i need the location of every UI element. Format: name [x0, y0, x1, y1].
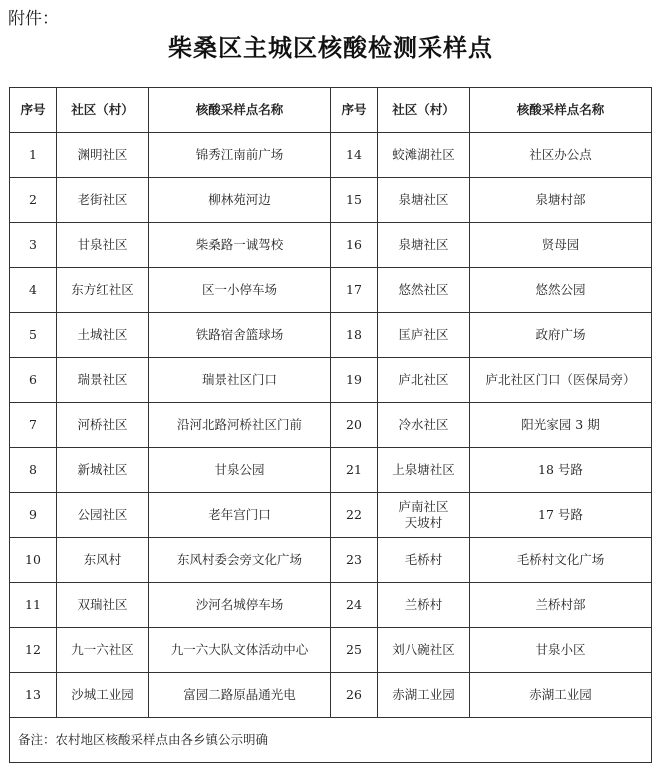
sampling-site-left: 东风村委会旁文化广场 [149, 538, 331, 583]
sampling-site-right: 阳光家园 3 期 [470, 403, 652, 448]
table-row [10, 178, 652, 223]
row-number-right: 26 [331, 673, 378, 718]
row-number-left: 8 [10, 448, 57, 493]
column-header-site-left: 核酸采样点名称 [149, 88, 331, 133]
row-number-left: 10 [10, 538, 57, 583]
table-row [10, 268, 652, 313]
sampling-site-right: 17 号路 [470, 493, 652, 538]
row-number-left: 1 [10, 133, 57, 178]
sampling-site-right: 社区办公点 [470, 133, 652, 178]
sampling-site-right: 悠然公园 [470, 268, 652, 313]
table-row [10, 628, 652, 673]
row-number-right: 15 [331, 178, 378, 223]
row-number-right: 17 [331, 268, 378, 313]
sampling-site-right: 赤湖工业园 [470, 673, 652, 718]
sampling-site-left: 富园二路原晶通光电 [149, 673, 331, 718]
row-number-right: 22 [331, 493, 378, 538]
table-note: 备注：农村地区核酸采样点由各乡镇公示明确 [10, 718, 652, 763]
sampling-site-right: 政府广场 [470, 313, 652, 358]
community-left: 瑞景社区 [57, 358, 149, 403]
row-number-left: 9 [10, 493, 57, 538]
row-number-right: 19 [331, 358, 378, 403]
table-row [10, 313, 652, 358]
row-number-left: 7 [10, 403, 57, 448]
community-right: 泉塘社区 [378, 178, 470, 223]
sampling-site-right: 泉塘村部 [470, 178, 652, 223]
table-row [10, 538, 652, 583]
sampling-site-left: 柴桑路一诚驾校 [149, 223, 331, 268]
column-header-no-right: 序号 [331, 88, 378, 133]
community-left: 河桥社区 [57, 403, 149, 448]
community-right: 匡庐社区 [378, 313, 470, 358]
community-left: 渊明社区 [57, 133, 149, 178]
column-header-community-right: 社区（村） [378, 88, 470, 133]
community-left: 老街社区 [57, 178, 149, 223]
row-number-right: 14 [331, 133, 378, 178]
table-row [10, 403, 652, 448]
row-number-right: 25 [331, 628, 378, 673]
community-right: 赤湖工业园 [378, 673, 470, 718]
page-title: 柴桑区主城区核酸检测采样点 [168, 33, 493, 62]
table-row [10, 583, 652, 628]
community-right: 庐北社区 [378, 358, 470, 403]
sampling-site-left: 甘泉公园 [149, 448, 331, 493]
column-header-no-left: 序号 [10, 88, 57, 133]
table-row [10, 223, 652, 268]
sampling-site-left: 柳林苑河边 [149, 178, 331, 223]
community-right: 冷水社区 [378, 403, 470, 448]
table-row [10, 493, 652, 538]
sampling-site-left: 瑞景社区门口 [149, 358, 331, 403]
row-number-right: 16 [331, 223, 378, 268]
sampling-site-left: 锦秀江南前广场 [149, 133, 331, 178]
row-number-left: 4 [10, 268, 57, 313]
row-number-left: 6 [10, 358, 57, 403]
community-left: 新城社区 [57, 448, 149, 493]
row-number-right: 23 [331, 538, 378, 583]
community-right [378, 493, 470, 538]
row-number-left: 12 [10, 628, 57, 673]
sampling-sites-table [9, 87, 652, 763]
community-left: 土城社区 [57, 313, 149, 358]
community-left: 东方红社区 [57, 268, 149, 313]
community-left: 甘泉社区 [57, 223, 149, 268]
sampling-site-right: 庐北社区门口（医保局旁） [470, 358, 652, 403]
sampling-site-right: 甘泉小区 [470, 628, 652, 673]
community-right: 刘八碗社区 [378, 628, 470, 673]
row-number-right: 18 [331, 313, 378, 358]
table-header-row [10, 88, 652, 133]
sampling-site-left: 区一小停车场 [149, 268, 331, 313]
sampling-site-left: 老年宫门口 [149, 493, 331, 538]
column-header-site-right: 核酸采样点名称 [470, 88, 652, 133]
community-left: 东风村 [57, 538, 149, 583]
community-right: 上泉塘社区 [378, 448, 470, 493]
row-number-right: 24 [331, 583, 378, 628]
community-right: 泉塘社区 [378, 223, 470, 268]
table-row [10, 673, 652, 718]
sampling-site-left: 铁路宿舍篮球场 [149, 313, 331, 358]
community-right: 毛桥村 [378, 538, 470, 583]
table-row [10, 448, 652, 493]
community-right: 蛟滩湖社区 [378, 133, 470, 178]
row-number-left: 5 [10, 313, 57, 358]
sampling-site-right: 毛桥村文化广场 [470, 538, 652, 583]
row-number-left: 2 [10, 178, 57, 223]
community-right: 兰桥村 [378, 583, 470, 628]
row-number-left: 13 [10, 673, 57, 718]
community-right-line1: 庐南社区 [398, 499, 449, 514]
table-row [10, 358, 652, 403]
sampling-site-right: 贤母园 [470, 223, 652, 268]
community-right: 悠然社区 [378, 268, 470, 313]
sampling-site-right: 18 号路 [470, 448, 652, 493]
sampling-site-left: 沿河北路河桥社区门前 [149, 403, 331, 448]
row-number-right: 20 [331, 403, 378, 448]
row-number-left: 11 [10, 583, 57, 628]
row-number-left: 3 [10, 223, 57, 268]
community-right-line2: 天坡村 [404, 515, 443, 530]
community-left: 沙城工业园 [57, 673, 149, 718]
community-left: 公园社区 [57, 493, 149, 538]
row-number-right: 21 [331, 448, 378, 493]
sampling-site-right: 兰桥村部 [470, 583, 652, 628]
community-left: 双瑞社区 [57, 583, 149, 628]
sampling-site-left: 沙河名城停车场 [149, 583, 331, 628]
note-row [10, 718, 652, 763]
table-row [10, 133, 652, 178]
attachment-label: 附件： [8, 9, 59, 29]
community-left: 九一六社区 [57, 628, 149, 673]
sampling-site-left: 九一六大队文体活动中心 [149, 628, 331, 673]
column-header-community-left: 社区（村） [57, 88, 149, 133]
